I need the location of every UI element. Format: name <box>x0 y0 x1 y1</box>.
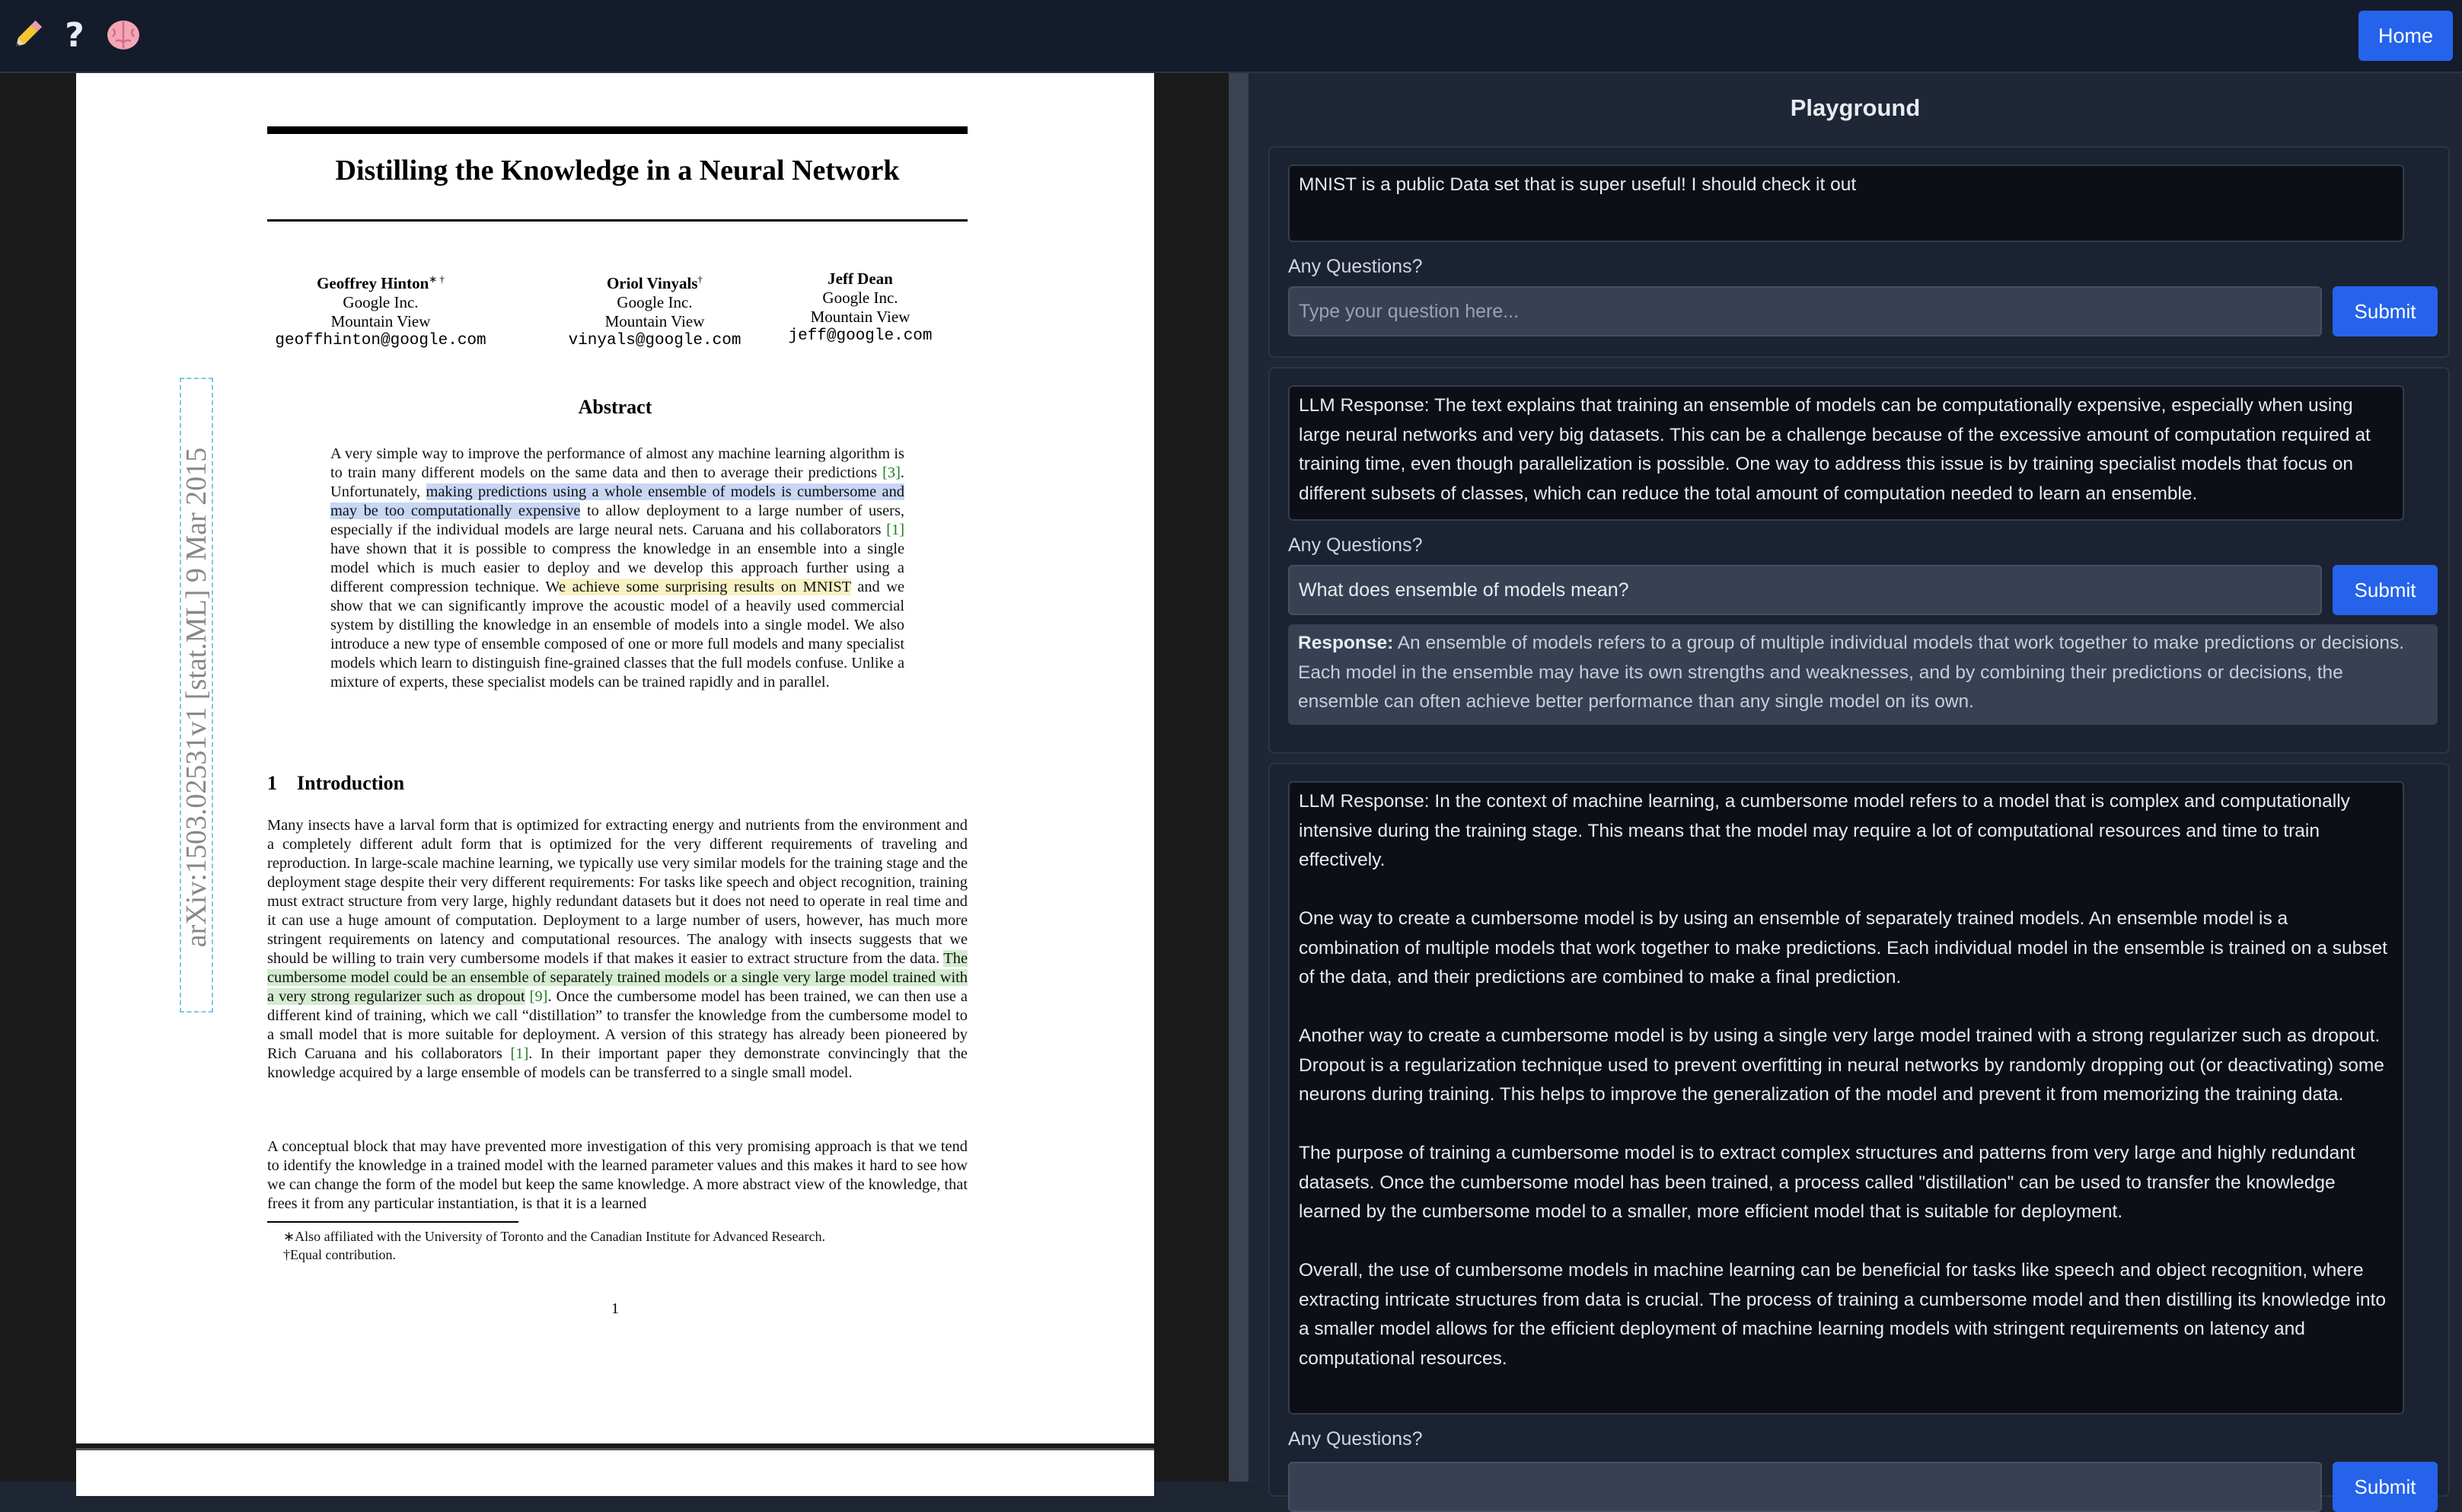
intro-heading: 1 Introduction <box>267 772 405 794</box>
submit-button[interactable]: Submit <box>2333 565 2438 615</box>
note-card <box>1268 367 2450 754</box>
playground-panel <box>1249 73 2462 1498</box>
questions-label: Any Questions? <box>1288 534 1423 556</box>
intro-text: Many insects have a larval form that is optimized for extracting energy and nutrients from the environment and a completely different adult form that is optimized for the very different requirements of traveling and reproduction. In large-scale machine learning, we typically use very similar models for the training stage and the deployment stage despite their very different requirements: For tasks like speech and object recognition, training must extract structure from very large, highly redundant datasets but it does not need to operate in real time and it can use a huge amount of computation. Deployment to a large number of users, however, has much more stringent requirements on latency and computational resources. The analogy with insects suggests that we should be willing to train very cumbersome models if that makes it easier to extract structure from the data. The cumbersome model could be an ensemble of separately trained models or a single very large model trained with a very strong regularizer such as dropout [9]. Once the cumbersome model has been trained, we can then use a different kind of training, which we call “distillation” to transfer the knowledge from the cumbersome model to a small model that is more suitable for deployment. A version of this strategy has already been pioneered by Rich Caruana and his collaborators [1]. In their important paper they demonstrate convincingly that the knowledge acquired by a large ensemble of models can be transferred to a single small model. <box>267 817 968 1081</box>
footnote: †Equal contribution. <box>283 1247 396 1262</box>
questions-label: Any Questions? <box>1288 256 1423 277</box>
pencil-icon[interactable] <box>6 14 49 56</box>
llm-response-textarea[interactable]: LLM Response: In the context of machine learning, a cumbersome model refers to a model that is complex and computationally intensive during the training stage. This means that the model may require a lot of computational resources and time to train effectively. One way to create a cumbersome model is by using an ensemble of separately trained models. An ensemble model is a combination of multiple models that work together to make predictions. Each individual model in the ensemble is trained on a subset of the data, and their predictions are combined to make a final prediction. Another way to create a cumbersome model is by using a single very large model trained with a strong regularizer such as dropout. Dropout is a regularization technique used to prevent overfitting in neural networks by randomly dropping out (or deactivating) some neurons during training. This helps to improve the generalization of the model and prevent it from memorizing the training data. The purpose of training a cumbersome model is to extract complex structures and patterns from very large and highly redundant datasets. Once the cumbersome model has been trained, a process called "distillation" can be used to transfer the knowledge learned by the cumbersome model to a smaller, more efficient model that is suitable for deployment. Overall, the use of cumbersome models in machine learning can be beneficial for tasks like speech and object recognition, where extracting intricate structures from data is crucial. The process of training a cumbersome model and then distilling its knowledge into a smaller model allows for the efficient deployment of machine learning models with stringent requirements on latency and computational resources. <box>1288 781 2404 1415</box>
title-rule-bottom <box>267 219 968 222</box>
llm-response-textarea[interactable]: LLM Response: The text explains that training an ensemble of models can be computationally expensive, especially when using large neural networks and very big datasets. This can be a challenge because of the excessive amount of computation required at training time, even though parallelization is possible. One way to address this issue is by training specialist models that focus on different subsets of classes, which can reduce the total amount of computation needed to learn an ensemble. <box>1288 385 2404 521</box>
note-card <box>1268 763 2450 1497</box>
pdf-scrollbar[interactable] <box>1229 73 1249 1482</box>
highlight-green[interactable]: The cumbersome model could be an ensemble of separately trained models or a single very large model trained with a very strong regularizer such as dropout <box>267 950 968 1005</box>
question-glyph: ? <box>65 15 85 55</box>
page-number: 1 <box>611 1300 619 1317</box>
highlight-yellow[interactable]: e achieve some surprising results on MNIST <box>559 579 851 595</box>
top-bar <box>0 0 2462 73</box>
pdf-viewer[interactable] <box>0 73 1229 1482</box>
highlight-blue[interactable]: making predictions using a whole ensemble of models is cumbersome and may be too computationally expensive <box>330 483 904 519</box>
help-question-icon[interactable] <box>53 14 96 56</box>
title-rule-top <box>267 126 968 134</box>
paper-title: Distilling the Knowledge in a Neural Network <box>335 155 900 187</box>
playground-title: Playground <box>1790 94 1921 121</box>
home-button[interactable]: Home <box>2358 11 2453 61</box>
footnote-rule <box>267 1221 518 1223</box>
brain-icon[interactable] <box>102 14 145 56</box>
pdf-page-next <box>76 1448 1154 1496</box>
intro-paragraph-2: A conceptual block that may have prevented more investigation of this very promising approach is that we tend to identify the knowledge in a trained model with the learned parameter values and this makes it hard to see how we can change the form of the model but keep the same knowledge. A more abstract view of the knowledge, that frees it from any particular instantiation, is that it is a learned <box>267 1138 968 1212</box>
question-input[interactable] <box>1288 1462 2322 1512</box>
question-input[interactable] <box>1288 286 2322 337</box>
submit-button[interactable]: Submit <box>2333 1462 2438 1512</box>
pdf-page <box>76 73 1154 1443</box>
note-textarea[interactable]: MNIST is a public Data set that is super useful! I should check it out <box>1288 164 2404 242</box>
note-card <box>1268 146 2450 358</box>
abstract-text: A very simple way to improve the performance of almost any machine learning algorithm is to train many different models on the same data and then to average their predictions [3]. Unfortunately, making predictions using a whole ensemble of models is cumbersome and may be too computationally expensive to allow deployment to a large number of users, especially if the individual models are large neural nets. Caruana and his collaborators [1] have shown that it is possible to compress the knowledge in an ensemble into a single model which is much easier to deploy and we develop this approach further using a different compression technique. We achieve some surprising results on MNIST and we show that we can significantly improve the acoustic model of a heavily used commercial system by distilling the knowledge in an ensemble of models into a single model. We also introduce a new type of ensemble composed of one or more full models and many specialist models which learn to distinguish fine-grained classes that the full models confuse. Unlike a mixture of experts, these specialist models can be trained rapidly and in parallel. <box>330 445 904 691</box>
abstract-heading: Abstract <box>578 396 652 418</box>
author-block: Geoffrey Hinton∗ † Google Inc. Mountain View geoffhinton@google.com <box>275 273 486 349</box>
submit-button[interactable]: Submit <box>2333 286 2438 337</box>
author-block: Jeff Dean Google Inc. Mountain View jeff@google.com <box>788 270 933 345</box>
question-input[interactable] <box>1288 565 2322 615</box>
arxiv-stamp: arXiv:1503.02531v1 [stat.ML] 9 Mar 2015 <box>180 378 213 1013</box>
questions-label: Any Questions? <box>1288 1428 1423 1450</box>
footnote: ∗Also affiliated with the University of Toronto and the Canadian Institute for Advanced Research. <box>283 1229 825 1244</box>
author-block: Oriol Vinyals† Google Inc. Mountain View vinyals@google.com <box>568 273 741 349</box>
answer-box: Response: An ensemble of models refers to a group of multiple individual models that work together to make predictions or decisions. Each model in the ensemble may have its own strengths and weaknesses, and by combining their predictions or decisions, the ensemble can often achieve better performance than any single model on its own. <box>1288 624 2438 725</box>
